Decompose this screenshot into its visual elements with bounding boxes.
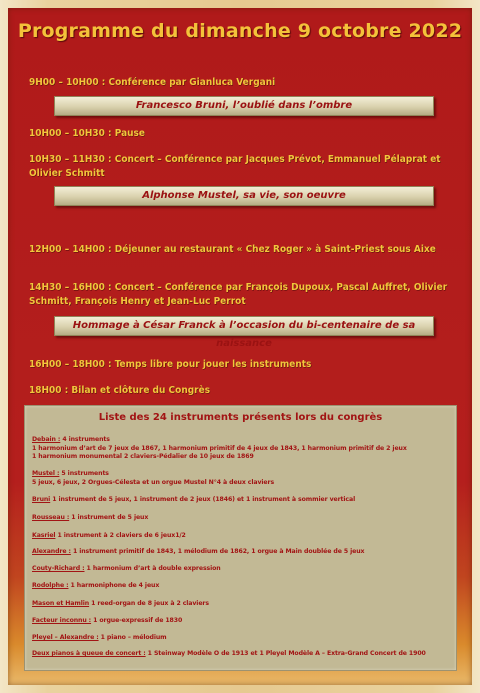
schedule-item-pause: 10H00 – 10H30 : Pause xyxy=(29,128,146,139)
entry-detail: 1 harmonium monumental 2 claviers-Pédalier de 10 jeux de 1869 xyxy=(32,453,254,460)
schedule-item-concert-dupoux-cont: Schmitt, François Henry et Jean-Luc Perrot xyxy=(29,296,246,307)
banner-franck: Hommage à César Franck à l’occasion du bi-centenaire de sa naissance xyxy=(54,316,434,336)
instruments-panel xyxy=(24,405,457,671)
schedule-item-dejeuner: 12H00 – 14H00 : Déjeuner au restaurant « Chez Roger » à Saint-Priest sous Aixe xyxy=(29,244,436,255)
entry-name: Mason et Hamlin xyxy=(32,600,90,607)
entry-kasriel xyxy=(32,532,452,541)
entry-detail: 1 instrument à 2 claviers de 6 jeux1/2 xyxy=(55,532,186,539)
entry-debain xyxy=(32,436,452,462)
entry-pleyel-alexandre xyxy=(32,634,452,643)
entry-mason-hamlin xyxy=(32,600,452,609)
entry-detail: 1 instrument de 5 jeux xyxy=(69,514,149,521)
entry-name: Couty-Richard : xyxy=(32,565,85,572)
schedule-item-concert-dupoux: 14H30 – 16H00 : Concert – Conférence par François Dupoux, Pascal Auffret, Olivier xyxy=(29,282,448,293)
entry-detail: 1 Steinway Modèle O de 1913 et 1 Pleyel Modèle A – Extra-Grand Concert de 1900 xyxy=(145,650,426,657)
entry-detail: 1 orgue-expressif de 1830 xyxy=(91,617,183,624)
entry-pianos-concert xyxy=(32,650,452,659)
entry-name: Mustel : xyxy=(32,470,60,477)
entry-detail: 1 harmonium d’art de 7 jeux de 1867, 1 harmonium primitif de 4 jeux de 1843, 1 harmonium primitif de 2 jeux xyxy=(32,444,407,452)
entry-count: 4 instruments xyxy=(60,436,110,443)
entry-name: Deux pianos à queue de concert : xyxy=(32,650,146,657)
entry-name: Debain : xyxy=(32,436,61,443)
entry-detail: 1 harmoniphone de 4 jeux xyxy=(68,582,160,589)
entry-mustel xyxy=(32,470,452,487)
entry-detail: 1 instrument primitif de 1843, 1 mélodium de 1862, 1 orgue à Main doublée de 5 jeux xyxy=(70,548,365,555)
entry-detail: 1 instrument de 5 jeux, 1 instrument de 2 jeux (1846) et 1 instrument à sommier vertical xyxy=(50,496,356,503)
entry-count: 5 instruments xyxy=(59,470,109,477)
entry-alexandre xyxy=(32,548,452,557)
page-title: Programme du dimanche 9 octobre 2022 xyxy=(17,20,463,42)
instruments-title: Liste des 24 instruments présents lors du congrès xyxy=(98,412,383,423)
entry-bruni xyxy=(32,496,452,505)
banner-bruni: Francesco Bruni, l’oublié dans l’ombre xyxy=(54,96,434,116)
entry-name: Rodolphe : xyxy=(32,582,69,589)
schedule-item-concert-prevot: 10H30 – 11H30 : Concert – Conférence par Jacques Prévot, Emmanuel Pélaprat et xyxy=(29,154,441,165)
entry-detail: 1 piano – mélodium xyxy=(98,634,167,641)
entry-detail: 1 reed-organ de 8 jeux à 2 claviers xyxy=(89,600,209,607)
schedule-item-bilan: 18H00 : Bilan et clôture du Congrès xyxy=(29,385,211,396)
banner-mustel: Alphonse Mustel, sa vie, son oeuvre xyxy=(54,186,434,206)
entry-name: Kasriel xyxy=(32,532,56,539)
entry-name: Facteur inconnu : xyxy=(32,617,92,624)
entry-rousseau xyxy=(32,514,452,523)
schedule-item-conference-vergani: 9H00 – 10H00 : Conférence par Gianluca Vergani xyxy=(29,77,276,88)
entry-detail: 1 harmonium d’art à double expression xyxy=(84,565,221,572)
entry-facteur-inconnu xyxy=(32,617,452,626)
schedule-item-concert-prevot-cont: Olivier Schmitt xyxy=(29,168,105,179)
entry-name: Bruni xyxy=(32,496,51,503)
entry-couty-richard xyxy=(32,565,452,574)
entry-name: Alexandre : xyxy=(32,548,71,555)
entry-rodolphe xyxy=(32,582,452,591)
entry-name: Pleyel – Alexandre : xyxy=(32,634,99,641)
entry-name: Rousseau : xyxy=(32,514,70,521)
entry-detail: 5 jeux, 6 jeux, 2 Orgues-Célesta et un orgue Mustel N°4 à deux claviers xyxy=(32,478,275,486)
schedule-item-temps-libre: 16H00 – 18H00 : Temps libre pour jouer les instruments xyxy=(29,359,312,370)
